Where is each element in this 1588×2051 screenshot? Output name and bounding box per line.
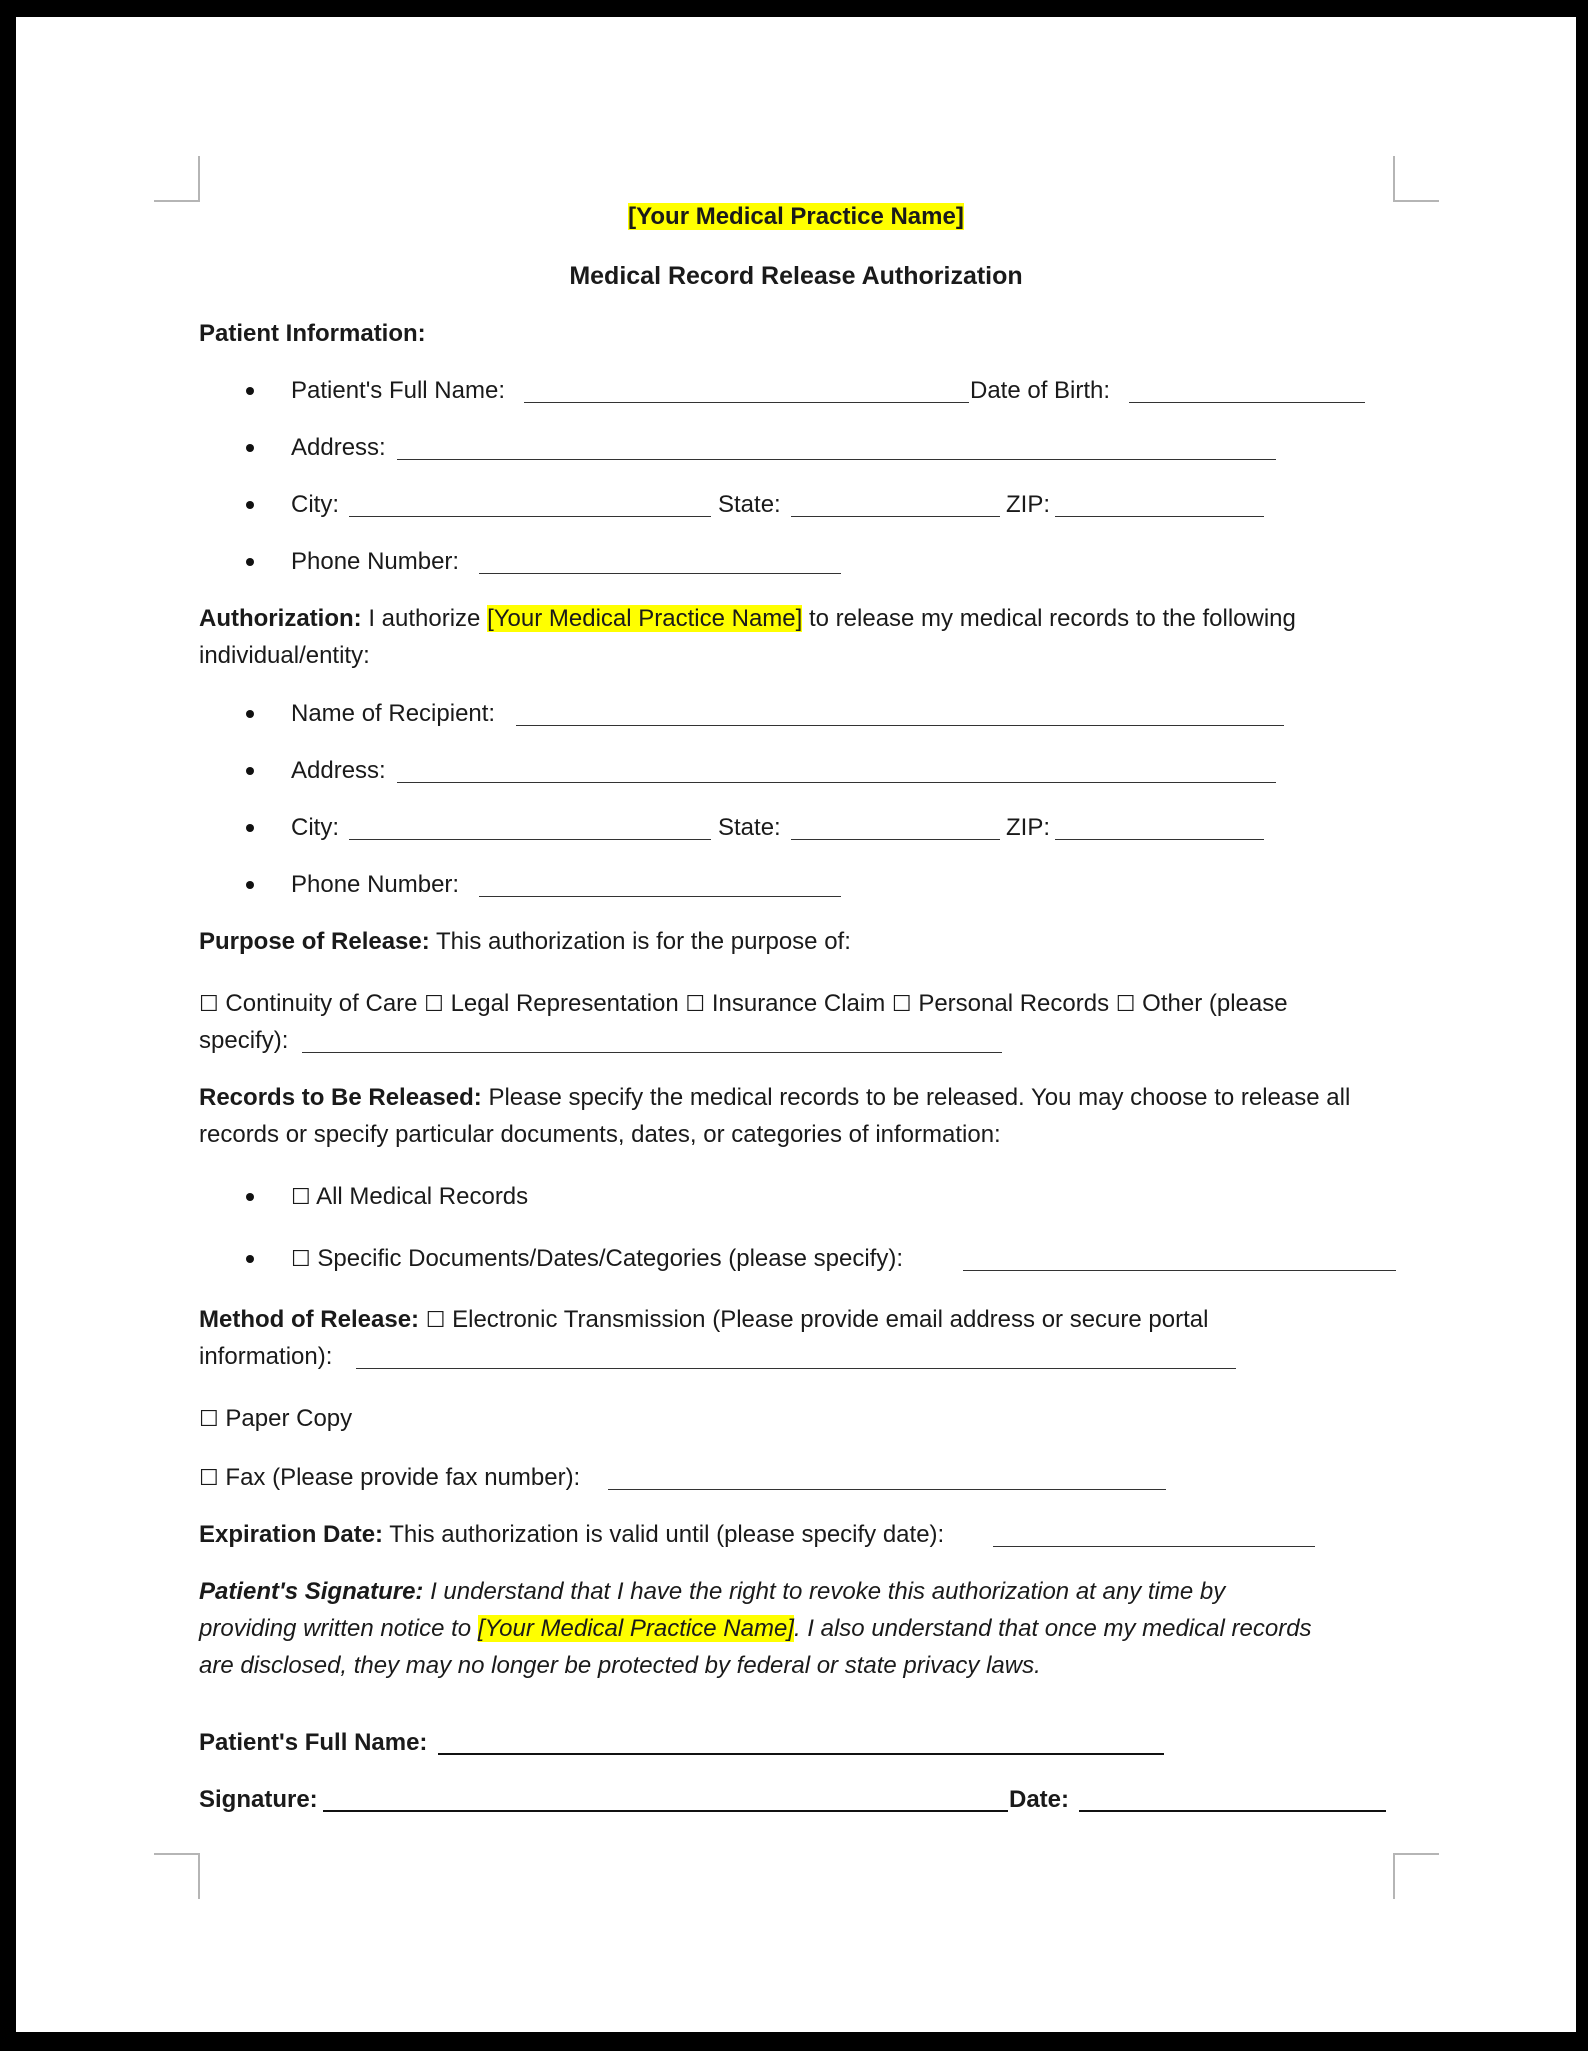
option-insurance-claim: Insurance Claim [711, 990, 886, 1017]
option-personal-records: Personal Records [918, 990, 1110, 1017]
purpose-specify-field[interactable] [302, 1052, 1002, 1053]
document-title: Medical Record Release Authorization [569, 262, 1023, 290]
checkbox-electronic-transmission[interactable]: ☐ [425, 1308, 446, 1333]
recipient-name-field[interactable] [516, 725, 1284, 726]
records-option-all [291, 1179, 528, 1216]
patient-state-label: State: [718, 491, 781, 518]
method-fax [199, 1460, 580, 1497]
option-electronic-transmission: Electronic Transmission (Please provide email address or secure portal [452, 1306, 1209, 1333]
method-heading: Method of Release: [199, 1306, 420, 1333]
purpose-heading: Purpose of Release: [199, 928, 430, 955]
bullet [246, 558, 254, 566]
records-line-2: records or specify particular documents, dates, or categories of information: [199, 1121, 1001, 1148]
expiration-line [199, 1517, 944, 1553]
patient-city-field[interactable] [349, 516, 711, 517]
records-heading: Records to Be Released: [199, 1084, 482, 1111]
signature-date-field[interactable] [1079, 1810, 1386, 1812]
expiration-heading: Expiration Date: [199, 1521, 384, 1548]
option-continuity-of-care: Continuity of Care [225, 990, 418, 1017]
bullet [246, 387, 254, 395]
margin-corner-bottom-left [154, 1853, 200, 1899]
document-page [16, 17, 1576, 2032]
method-paper-copy [199, 1401, 352, 1438]
option-paper-copy: Paper Copy [225, 1405, 353, 1432]
records-text-1: Please specify the medical records to be released. You may choose to release all [488, 1084, 1351, 1111]
records-option-specific [291, 1241, 903, 1278]
practice-name-highlight: [Your Medical Practice Name] [487, 605, 803, 632]
expiration-text: This authorization is valid until (please specify date): [389, 1521, 945, 1548]
practice-name-highlight: [Your Medical Practice Name] [477, 1615, 794, 1642]
signature-paragraph-line-1 [199, 1574, 1225, 1610]
margin-corner-bottom-right [1393, 1853, 1439, 1899]
patient-city-label: City: [291, 491, 339, 518]
signature-label: Signature: [199, 1786, 318, 1813]
checkbox-other[interactable]: ☐ [1115, 992, 1136, 1017]
option-legal-representation: Legal Representation [450, 990, 679, 1017]
checkbox-insurance-claim[interactable]: ☐ [685, 992, 706, 1017]
option-all-medical-records: All Medical Records [316, 1183, 529, 1210]
signature-text-2-before: providing written notice to [199, 1615, 472, 1642]
authorization-text-before: I authorize [368, 605, 481, 632]
checkbox-fax[interactable]: ☐ [199, 1466, 219, 1491]
recipient-name-label: Name of Recipient: [291, 700, 496, 727]
signature-date-label: Date: [1009, 1786, 1070, 1813]
patient-full-name-field[interactable] [524, 402, 969, 403]
purpose-specify-label: specify): [199, 1027, 289, 1054]
fax-number-field[interactable] [608, 1489, 1166, 1490]
electronic-info-field[interactable] [356, 1368, 1236, 1369]
option-fax: Fax (Please provide fax number): [225, 1464, 581, 1491]
bullet [246, 444, 254, 452]
recipient-city-field[interactable] [349, 839, 711, 840]
recipient-state-field[interactable] [791, 839, 1000, 840]
checkbox-all-medical-records[interactable]: ☐ [291, 1185, 311, 1210]
bullet [246, 710, 254, 718]
patient-state-field[interactable] [791, 516, 1000, 517]
patient-full-name-label: Patient's Full Name: [291, 377, 505, 404]
option-specific-documents: Specific Documents/Dates/Categories (please specify): [317, 1245, 903, 1272]
bullet [246, 824, 254, 832]
method-electronic-info-label: information): [199, 1343, 333, 1370]
bullet [246, 881, 254, 889]
signature-paragraph-line-3: are disclosed, they may no longer be protected by federal or state privacy laws. [199, 1652, 1041, 1679]
expiration-date-field[interactable] [993, 1546, 1315, 1547]
authorization-line-1 [199, 601, 1296, 637]
checkbox-legal-representation[interactable]: ☐ [424, 992, 444, 1017]
patient-address-field[interactable] [397, 459, 1276, 460]
bullet [246, 501, 254, 509]
recipient-zip-label: ZIP: [1006, 814, 1051, 841]
recipient-address-field[interactable] [397, 782, 1276, 783]
recipient-address-label: Address: [291, 757, 386, 784]
recipient-city-label: City: [291, 814, 339, 841]
practice-name-highlight: [Your Medical Practice Name] [628, 203, 964, 230]
checkbox-continuity-of-care[interactable]: ☐ [199, 992, 219, 1017]
margin-corner-top-right [1393, 156, 1439, 202]
practice-name-header [16, 199, 1576, 235]
signature-heading: Patient's Signature: [199, 1578, 424, 1605]
signature-full-name-field[interactable] [438, 1753, 1164, 1755]
patient-zip-field[interactable] [1055, 516, 1264, 517]
recipient-zip-field[interactable] [1055, 839, 1264, 840]
records-line-1 [199, 1080, 1350, 1116]
patient-phone-field[interactable] [479, 573, 841, 574]
date-of-birth-field[interactable] [1129, 402, 1365, 403]
authorization-text-after: to release my medical records to the following [808, 605, 1296, 632]
bullet [246, 1255, 254, 1263]
checkbox-specific-documents[interactable]: ☐ [291, 1247, 311, 1272]
recipient-state-label: State: [718, 814, 781, 841]
purpose-options [199, 986, 1288, 1023]
authorization-heading: Authorization: [199, 605, 362, 632]
recipient-phone-field[interactable] [479, 896, 841, 897]
patient-address-label: Address: [291, 434, 386, 461]
signature-full-name-label: Patient's Full Name: [199, 1729, 428, 1756]
specific-documents-field[interactable] [963, 1270, 1396, 1271]
recipient-phone-label: Phone Number: [291, 871, 460, 898]
purpose-line [199, 924, 851, 960]
checkbox-paper-copy[interactable]: ☐ [199, 1407, 219, 1432]
method-line-1 [199, 1302, 1208, 1339]
signature-text-1: I understand that I have the right to revoke this authorization at any time by [430, 1578, 1226, 1605]
date-of-birth-label: Date of Birth: [970, 377, 1111, 404]
patient-zip-label: ZIP: [1006, 491, 1051, 518]
patient-info-heading: Patient Information: [199, 320, 426, 347]
checkbox-personal-records[interactable]: ☐ [891, 992, 912, 1017]
option-other: Other (please [1142, 990, 1288, 1017]
purpose-text: This authorization is for the purpose of: [435, 928, 851, 955]
signature-text-2-after: . I also understand that once my medical records [793, 1615, 1312, 1642]
bullet [246, 1193, 254, 1201]
margin-corner-top-left [154, 156, 200, 202]
patient-phone-label: Phone Number: [291, 548, 460, 575]
bullet [246, 767, 254, 775]
signature-field[interactable] [323, 1810, 1008, 1812]
authorization-line-2: individual/entity: [199, 642, 370, 669]
signature-paragraph-line-2 [199, 1611, 1312, 1647]
